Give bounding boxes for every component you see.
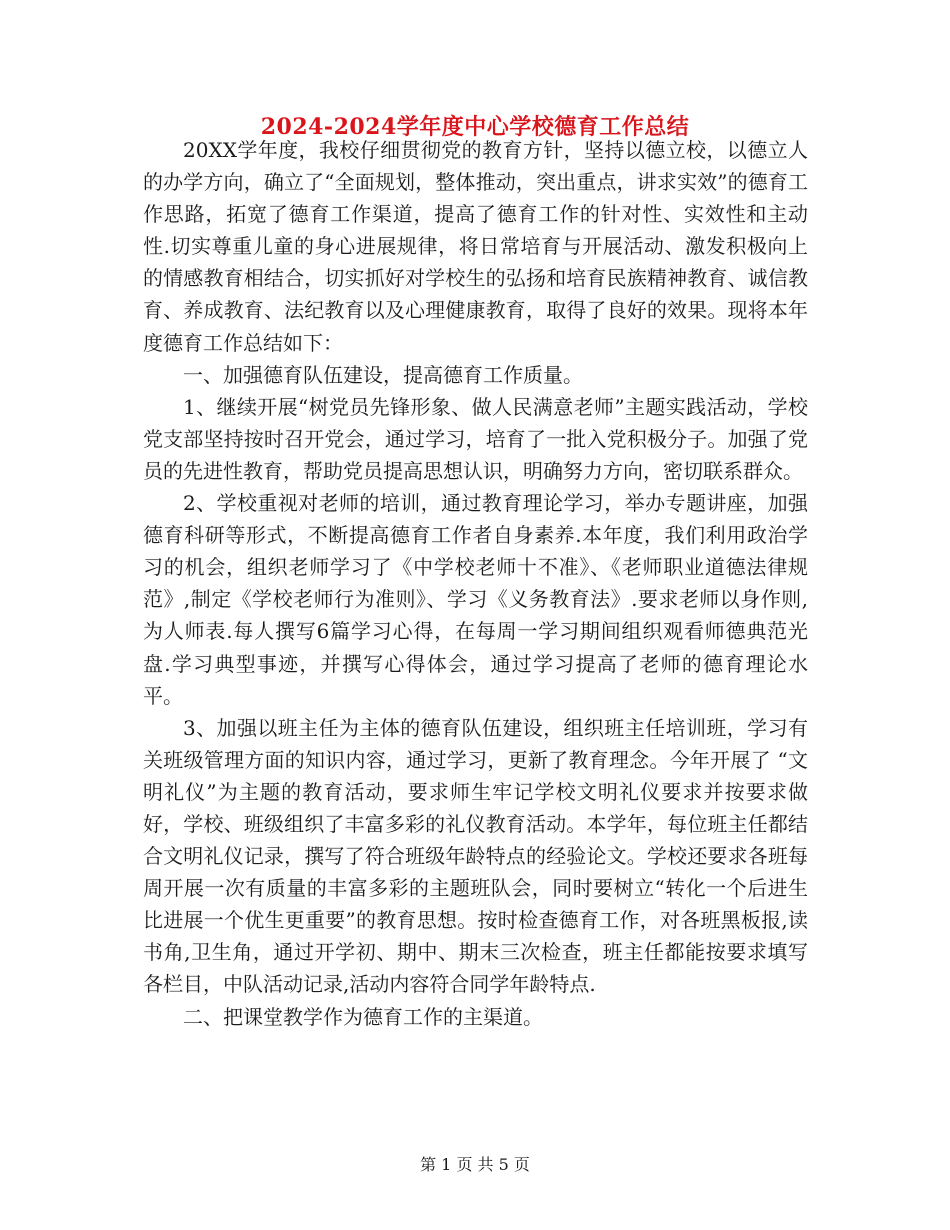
paragraph-item-2: 2、学校重视对老师的培训，通过教育理论学习，举办专题讲座，加强德育科研等形式，不断提高德育工作者自身素养.本年度，我们利用政治学习的机会，组织老师学习了《中学校老师十不准》、《老师职业道德法律规范》,制定《学校老师行为准则》、学习《义务教育法》.要求老师以身作则,为人师表.每人撰写6篇学习心得，在每周一学习期间组织观看师德典范光盘.学习典型事迹，并撰写心得体会，通过学习提高了老师的德育理论水平。	[143, 491, 808, 708]
intro-paragraph: 20XX学年度，我校仔细贯彻党的教育方针，坚持以德立校，以德立人的办学方向，确立了“全面规划，整体推动，突出重点，讲求实效”的德育工作思路，拓宽了德育工作渠道，提高了德育工作的针对性、实效性和主动性.切实尊重儿童的身心进展规律，将日常培育与开展活动、激发积极向上的情感教育相结合，切实抓好对学校生的弘扬和培育民族精神教育、诚信教育、养成教育、法纪教育以及心理健康教育，取得了良好的效果。现将本年度德育工作总结如下：	[143, 138, 808, 355]
section-heading-1: 一、加强德育队伍建设，提高德育工作质量。	[183, 362, 583, 387]
page-number: 第 1 页 共 5 页	[420, 1155, 530, 1174]
document-body	[143, 134, 808, 1033]
paragraph-item-1: 1、继续开展“树党员先锋形象、做人民满意老师”主题实践活动，学校党支部坚持按时召开党会，通过学习，培育了一批入党积极分子。加强了党员的先进性教育，帮助党员提高思想认识，明确努力方向，密切联系群众。	[143, 394, 808, 483]
paragraph-item-3: 3、加强以班主任为主体的德育队伍建设，组织班主任培训班，学习有关班级管理方面的知识内容，通过学习，更新了教育理念。今年开展了 “文明礼仪”为主题的教育活动，要求师生牢记学校文明礼仪要求并按要求做好，学校、班级组织了丰富多彩的礼仪教育活动。本学年，每位班主任都结合文明礼仪记录，撰写了符合班级年龄特点的经验论文。学校还要求各班每周开展一次有质量的丰富多彩的主题班队会，同时要树立“转化一个后进生比进展一个优生更重要”的教育思想。按时检查德育工作，对各班黑板报,读书角,卫生角，通过开学初、期中、期末三次检查，班主任都能按要求填写各栏目，中队活动记录,活动内容符合同学年龄特点.	[143, 715, 808, 997]
section-heading-2: 二、把课堂教学作为德育工作的主渠道。	[183, 1004, 543, 1029]
document-title: 2024-2024学年度中心学校德育工作总结	[260, 114, 690, 140]
page-footer	[0, 1152, 950, 1175]
